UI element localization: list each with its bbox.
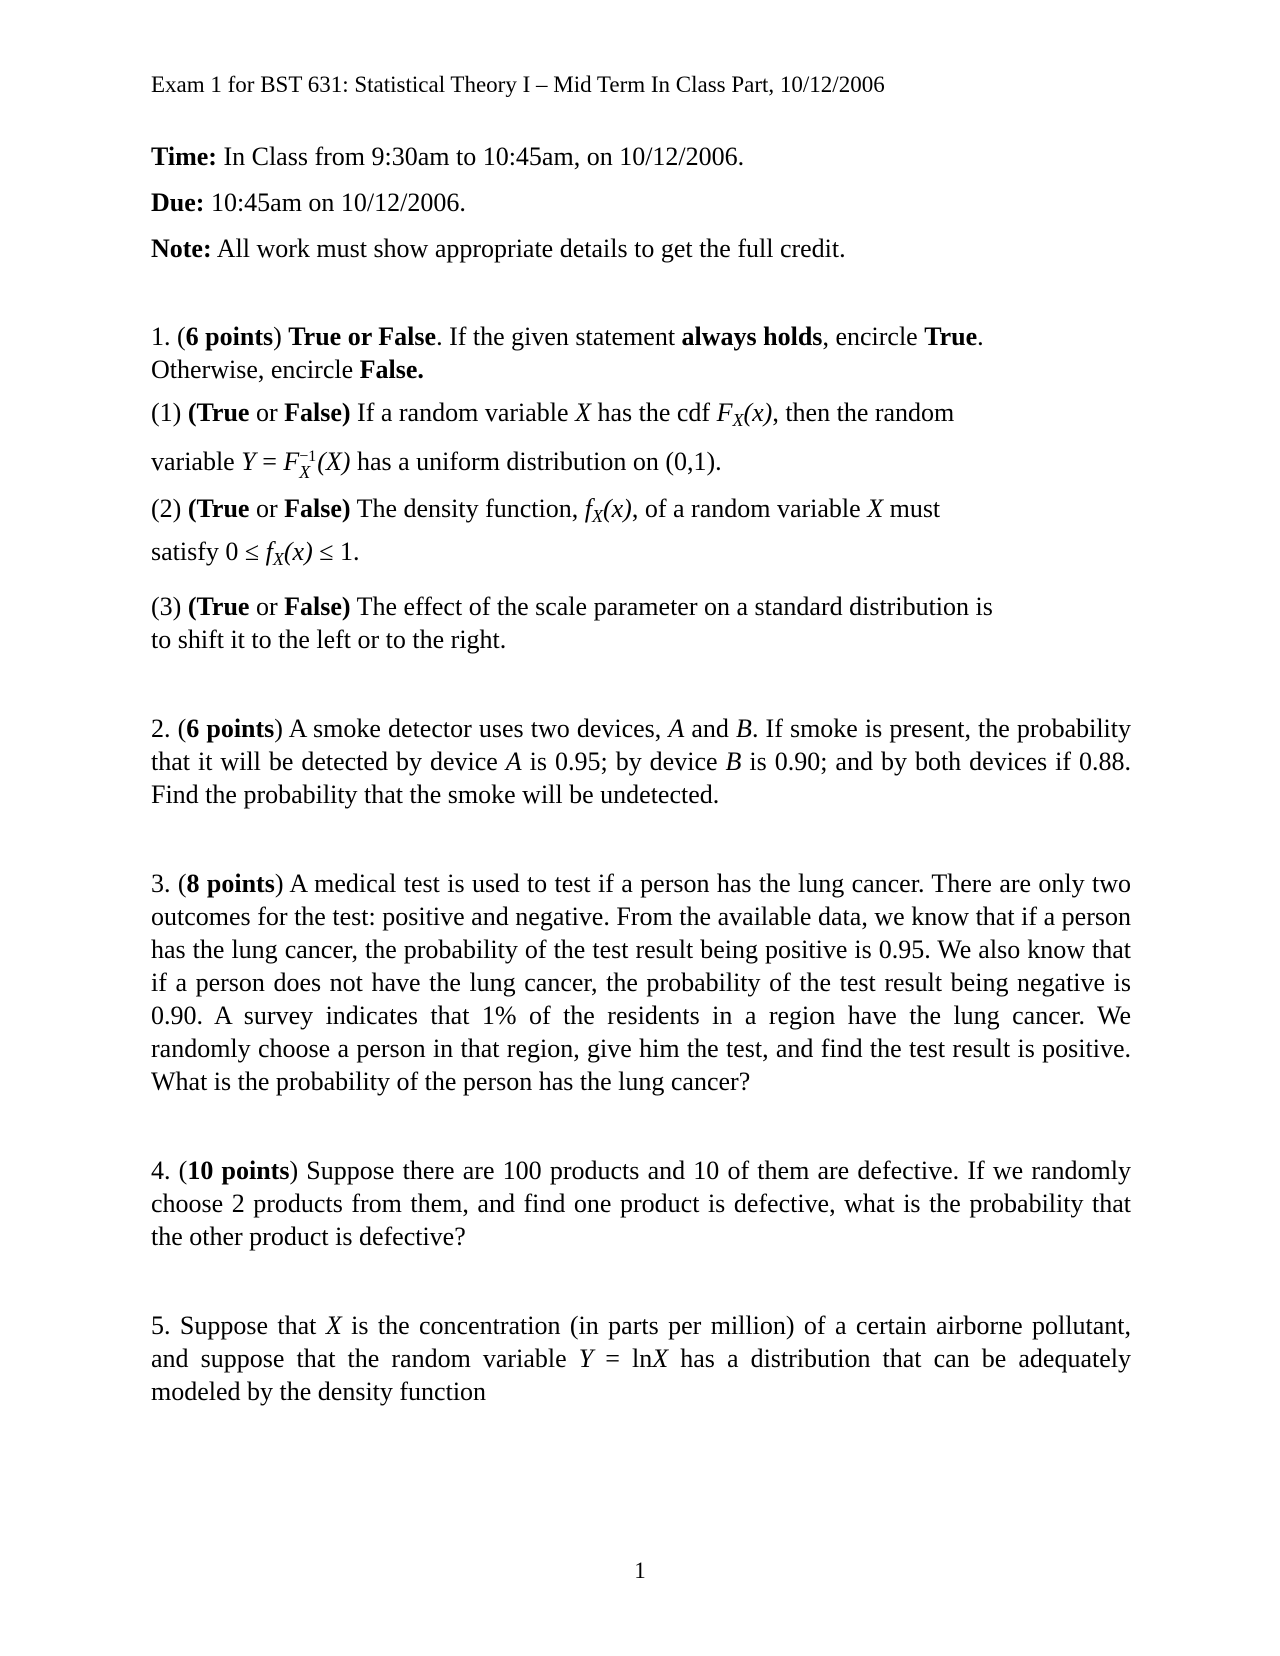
- due-line: [151, 186, 1131, 220]
- exam-page: [151, 70, 1131, 1408]
- q4-points: 10 points: [187, 1156, 290, 1185]
- question-2: 2. (6 points) A smoke detector uses two devices, A and B. If smoke is present, the probability that it will be detected by device A is 0.95; by device B is 0.90; and by both devices if 0.88. Find the probability that the smoke will be undetected.: [151, 714, 1132, 809]
- time-line: [151, 140, 1131, 174]
- time-text: In Class from 9:30am to 10:45am, on 10/12/2006.: [223, 142, 745, 171]
- question-4: 4. (10 points) Suppose there are 100 products and 10 of them are defective. If we randomly choose 2 products from them, and find one product is defective, what is the probability that the other product is defective?: [151, 1156, 1131, 1251]
- q1-tf-label: True or False: [288, 322, 437, 351]
- q2-points: 6 points: [186, 714, 275, 743]
- q1-item1-false[interactable]: False): [284, 398, 351, 427]
- q1-item2-true[interactable]: (True: [187, 494, 250, 523]
- due-label: Due:: [151, 188, 205, 217]
- note-text: All work must show appropriate details to get the full credit.: [216, 234, 846, 263]
- q1-item2-false[interactable]: False): [284, 494, 351, 523]
- q3-points: 8 points: [186, 869, 275, 898]
- page-number: 1: [634, 1558, 646, 1583]
- q1-item-3: (3) (True or False) The effect of the scale parameter on a standard distribution is to shift it to the left or to the right.: [151, 592, 993, 654]
- q1-item-1: (1) (True or False) If a random variable X has the cdf $F_X(x)$, then the random variable Y = F −1 X (X) has a uniform distribution on (0,1).: [151, 398, 955, 483]
- note-line: [151, 232, 1131, 266]
- q1-item3-false[interactable]: False): [284, 592, 351, 621]
- q1-item-2: (2) (True or False) The density function, $f_X(x)$, of a random variable X must satisfy $0 \le f_X(x) \le 1$.: [151, 494, 941, 569]
- q1-item1-true[interactable]: (True: [187, 398, 250, 427]
- due-text: 10:45am on 10/12/2006.: [210, 188, 466, 217]
- time-label: Time:: [151, 142, 217, 171]
- note-label: Note:: [151, 234, 212, 263]
- q1-item3-true[interactable]: (True: [187, 592, 250, 621]
- question-3: 3. (8 points) A medical test is used to test if a person has the lung cancer. There are only two outcomes for the test: positive and negative. From the available data, we know that if a person has the lung cancer, the probability of the test result being positive is 0.95. We also know that if a person does not have the lung cancer, the probability of the test result being negative is 0.90. A survey indicates that 1% of the residents in a region have the lung cancer. We randomly choose a person in that region, give him the test, and find the test result is positive. What is the probability of the person has the lung cancer?: [151, 869, 1132, 1096]
- exam-header: Exam 1 for BST 631: Statistical Theory I – Mid Term In Class Part, 10/12/2006: [151, 72, 885, 97]
- q1-points: 6 points: [185, 322, 274, 351]
- question-5: 5. Suppose that X is the concentration (in parts per million) of a certain airborne pollutant, and suppose that the random variable Y = lnX has a distribution that can be adequately modeled by the density function: [151, 1311, 1132, 1406]
- question-1: 1. (6 points) True or False. If the given statement always holds, encircle True. Otherwise, encircle False.: [151, 322, 984, 384]
